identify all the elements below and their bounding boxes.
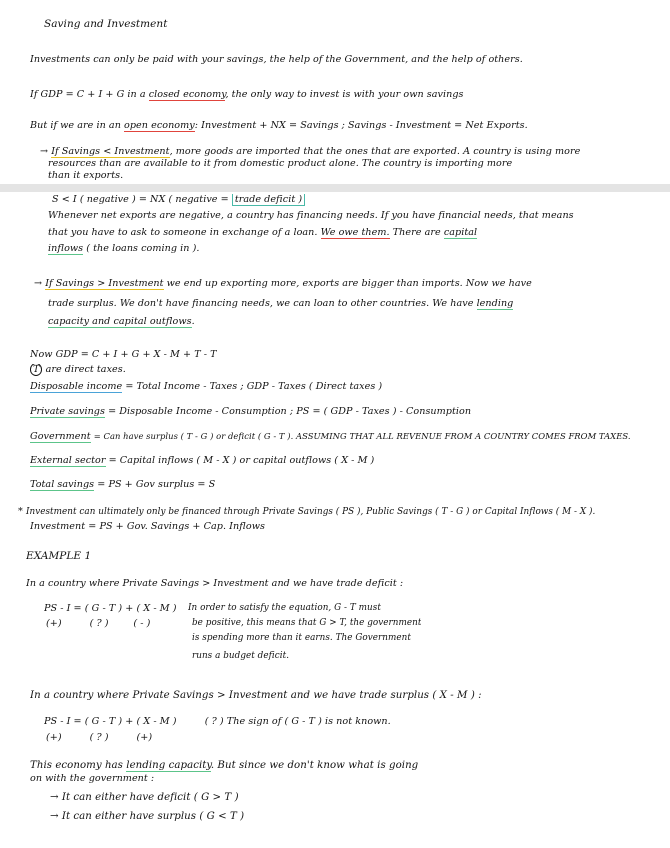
bullet-deficit: → It can either have deficit ( G > T ) — [50, 792, 239, 803]
star-icon: * — [18, 506, 23, 517]
external-sector-line — [30, 455, 374, 467]
example-equation-1: PS - I = ( G - T ) + ( X - M ) — [44, 603, 177, 614]
open-economy-highlight: open economy — [124, 120, 195, 131]
case1-line-1 — [40, 146, 580, 158]
total-rest: = PS + Gov surplus = S — [97, 479, 216, 490]
external-rest: = Capital inflows ( M - X ) or capital outflows ( X - M ) — [108, 455, 375, 466]
inflows-highlight: inflows — [48, 243, 84, 254]
lending-capacity-line — [30, 760, 418, 772]
case1-line-3: than it exports. — [48, 170, 124, 181]
case2-line-3-rest: . — [191, 316, 195, 327]
lending-highlight: lending — [476, 298, 514, 309]
there-are-text: There are — [392, 227, 441, 238]
private-savings-line — [30, 406, 471, 418]
example-heading-text: EXAMPLE 1 — [26, 550, 92, 562]
government-line — [30, 430, 631, 443]
we-owe-them-highlight: We owe them. — [320, 227, 390, 238]
arrow-icon: → — [40, 146, 49, 157]
case2-line-3 — [48, 316, 195, 328]
closed-economy-line — [30, 89, 464, 101]
case1-line-6 — [48, 227, 477, 239]
closed-economy-highlight: closed economy — [148, 89, 226, 100]
total-savings-highlight: Total savings — [30, 479, 95, 490]
disposable-income-line — [30, 381, 382, 393]
trade-deficit-equation — [52, 194, 305, 206]
example-signs-1: (+) ( ? ) ( - ) — [46, 618, 151, 629]
disposable-rest: = Total Income - Taxes ; GDP - Taxes ( Direct taxes ) — [125, 381, 383, 392]
government-rest: = Can have surplus ( T - G ) or deficit ( G - T ). ASSUMING THAT ALL REVENUE FROM A COUNTRY COMES FROM TAXES. — [93, 431, 631, 441]
explanation-line-4: runs a budget deficit. — [192, 651, 290, 661]
taxes-circled: T — [30, 364, 42, 376]
capacity-outflows-highlight: capacity and capital outflows — [48, 316, 192, 327]
trade-deficit-box: trade deficit ) — [232, 194, 305, 206]
lending-pre: This economy has — [30, 760, 123, 771]
gdp-equation: Now GDP = C + I + G + X - M + T - T — [30, 349, 217, 360]
page-separator — [0, 184, 670, 192]
arrow-icon: → — [34, 278, 43, 289]
open-post: : Investment + NX = Savings ; Savings - Investment = Net Exports. — [194, 120, 528, 131]
page-title — [44, 18, 168, 30]
open-economy-line — [30, 120, 528, 132]
bullet-surplus: → It can either have surplus ( G < T ) — [50, 811, 245, 822]
investment-equation: Investment = PS + Gov. Savings + Cap. Inflows — [30, 521, 265, 532]
case1-line-2: resources than are available to it from domestic product alone. The country is importing more — [48, 158, 513, 169]
note-text: Investment can ultimately only be financed through Private Savings ( PS ), Public Savings ( T - G ) or Capital Inflows ( M - X ). — [25, 507, 596, 517]
explanation-line-3: is spending more than it earns. The Government — [192, 633, 411, 643]
direct-taxes-line — [30, 364, 126, 376]
government-unknown-line: on with the government : — [30, 773, 155, 784]
case1-rest: , more goods are imported that the ones that are exported. A country is using more — [169, 146, 581, 157]
external-sector-highlight: External sector — [30, 455, 106, 466]
equation-pre: S < I ( negative ) = NX ( negative = — [52, 194, 229, 205]
private-savings-highlight: Private savings — [30, 406, 105, 417]
equation-2-text: PS - I = ( G - T ) + ( X - M ) — [44, 716, 177, 727]
example-heading — [26, 550, 91, 562]
closed-post: , the only way to invest is with your own savings — [225, 89, 464, 100]
savings-less-investment-highlight: If Savings < Investment — [51, 146, 170, 157]
total-savings-line — [30, 479, 215, 491]
intro-line: Investments can only be paid with your savings, the help of the Government, and the help of others. — [30, 54, 523, 65]
private-rest: = Disposable Income - Consumption ; PS = ( GDP - Taxes ) - Consumption — [108, 406, 472, 417]
lending-post: . But since we don't know what is going — [210, 760, 419, 771]
investment-note — [18, 506, 595, 518]
case2-line-2 — [48, 298, 513, 310]
disposable-income-highlight: Disposable income — [30, 381, 123, 392]
case1-line-7 — [48, 243, 200, 255]
explanation-line-1: In order to satisfy the equation, G - T must — [188, 603, 381, 613]
example-equation-2 — [44, 716, 391, 728]
case2-line-1 — [34, 278, 532, 290]
unknown-sign-note: ( ? ) The sign of ( G - T ) is not known. — [204, 716, 391, 727]
capital-highlight: capital — [443, 227, 478, 238]
example-question-1: In a country where Private Savings > Investment and we have trade deficit : — [26, 578, 404, 589]
closed-pre: If GDP = C + I + G in a — [30, 89, 146, 100]
case2-line-2-pre: trade surplus. We don't have financing needs, we can loan to other countries. We have — [48, 298, 474, 309]
case2-rest: we end up exporting more, exports are bigger than imports. Now we have — [166, 278, 532, 289]
loan-text: that you have to ask to someone in exchange of a loan. — [48, 227, 318, 238]
explanation-line-2: be positive, this means that G > T, the government — [192, 618, 422, 628]
open-pre: But if we are in an — [30, 120, 121, 131]
lending-capacity-highlight: lending capacity — [126, 760, 211, 771]
title-text: Saving and Investment — [44, 18, 168, 30]
case1-line-5: Whenever net exports are negative, a country has financing needs. If you have financial needs, that means — [48, 210, 574, 221]
example-question-2: In a country where Private Savings > Investment and we have trade surplus ( X - M ) : — [30, 690, 482, 701]
taxes-rest: are direct taxes. — [45, 364, 126, 375]
government-highlight: Government — [30, 431, 91, 442]
savings-greater-investment-highlight: If Savings > Investment — [45, 278, 164, 289]
inflows-rest: ( the loans coming in ). — [86, 243, 200, 254]
example-signs-2: (+) ( ? ) (+) — [46, 732, 153, 743]
